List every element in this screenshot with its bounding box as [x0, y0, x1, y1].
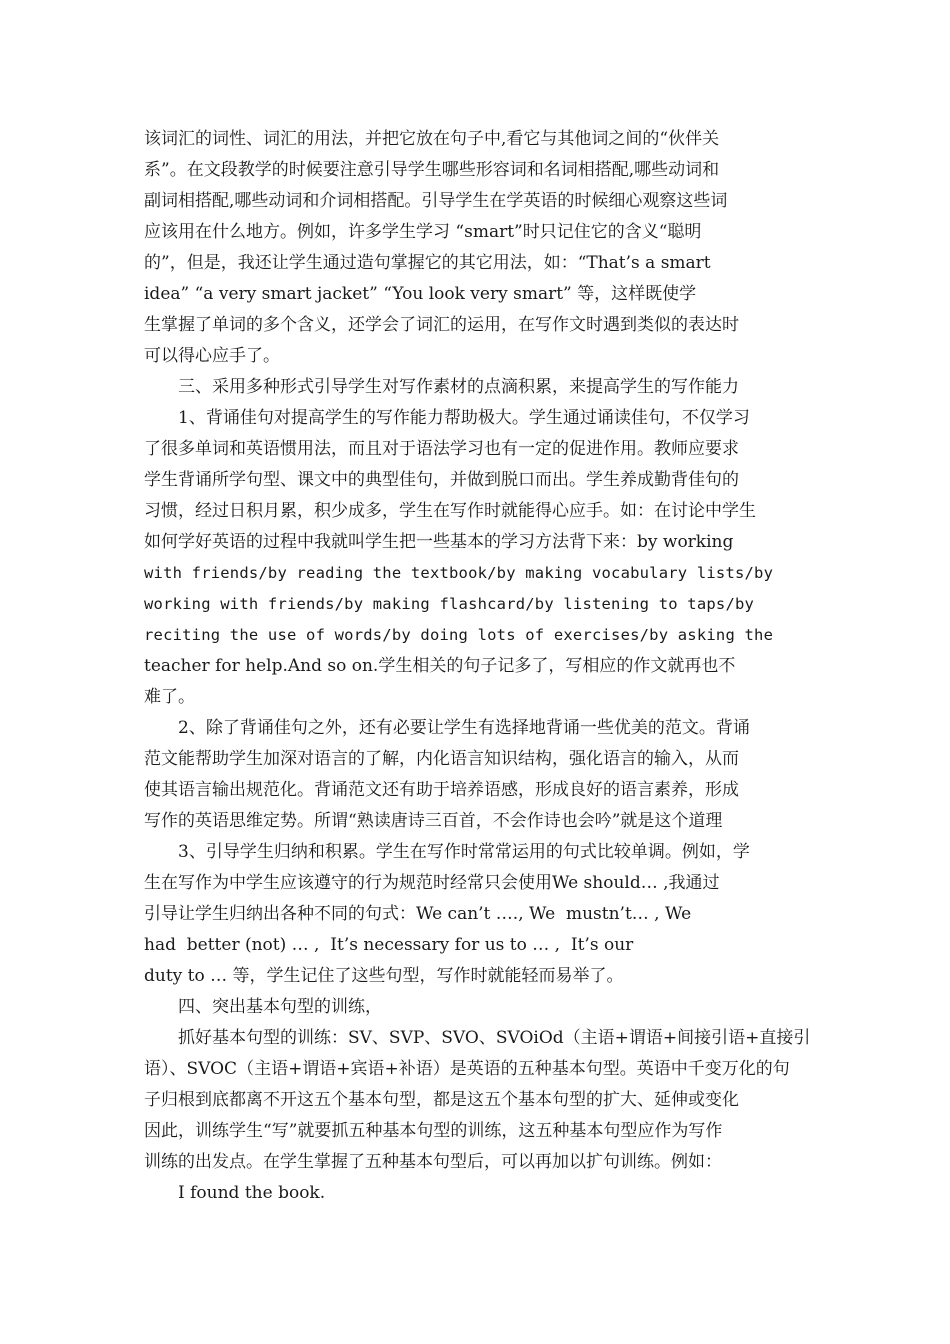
text-line: 了很多单词和英语惯用法，而且对于语法学习也有一定的促进作用。教师应要求 — [144, 439, 739, 459]
text-line: teacher for help.And so on.学生相关的句子记多了，写相应的作文就再也不 — [144, 656, 736, 676]
text-line: 抓好基本句型的训练：SV、SVP、SVO、SVOiOd（主语+谓语+间接引语+直接引 — [178, 1028, 811, 1048]
text-line: 使其语言输出规范化。背诵范文还有助于培养语感，形成良好的语言素养，形成 — [144, 780, 739, 800]
example-sentence: I found the book. — [178, 1183, 326, 1203]
text-line: duty to … 等，学生记住了这些句型，写作时就能轻而易举了。 — [144, 966, 624, 986]
text-line: 如何学好英语的过程中我就叫学生把一些基本的学习方法背下来：by working — [144, 532, 734, 552]
text-line: 学生背诵所学句型、课文中的典型佳句，并做到脱口而出。学生养成勤背佳句的 — [144, 470, 739, 490]
text-line: 训练的出发点。在学生掌握了五种基本句型后，可以再加以扩句训练。例如： — [144, 1152, 722, 1172]
text-line: 生掌握了单词的多个含义，还学会了词汇的运用，在写作文时遇到类似的表达时 — [144, 315, 739, 335]
text-line: 范文能帮助学生加深对语言的了解，内化语言知识结构，强化语言的输入，从而 — [144, 749, 739, 769]
text-line: 可以得心应手了。 — [144, 346, 280, 366]
text-line: 生在写作为中学生应该遵守的行为规范时经常只会使用We should… ,我通过 — [144, 873, 720, 893]
text-line: 子归根到底都离不开这五个基本句型，都是这五个基本句型的扩大、延伸或变化 — [144, 1090, 739, 1110]
text-line: 语）、SVOC（主语+谓语+宾语+补语）是英语的五种基本句型。英语中千变万化的句 — [144, 1059, 790, 1079]
text-line: had better (not) … , It’s necessary for us to … , It’s our — [144, 935, 634, 955]
text-line: 副词相搭配,哪些动词和介词相搭配。引导学生在学英语的时候细心观察这些词 — [144, 191, 728, 211]
text-line: 引导让学生归纳出各种不同的句式：We can’t …., We mustn’t… , We — [144, 904, 692, 924]
text-line: 该词汇的词性、词汇的用法，并把它放在句子中,看它与其他词之间的“伙伴关 — [144, 129, 720, 149]
text-line: 系”。在文段教学的时候要注意引导学生哪些形容词和名词相搭配,哪些动词和 — [144, 160, 720, 180]
text-line: 习惯，经过日积月累，积少成多，学生在写作时就能得心应手。如：在讨论中学生 — [144, 501, 756, 521]
section-heading: 三、采用多种形式引导学生对写作素材的点滴积累，来提高学生的写作能力 — [178, 377, 739, 397]
text-line: 3、引导学生归纳和积累。学生在写作时常常运用的句式比较单调。例如，学 — [178, 842, 750, 862]
text-line: with friends/by reading the textbook/by making vocabulary lists/by — [144, 564, 774, 582]
text-line: 难了。 — [144, 687, 195, 707]
text-line: 写作的英语思维定势。所谓“熟读唐诗三百首，不会作诗也会吟”就是这个道理 — [144, 811, 723, 831]
text-line: reciting the use of words/by doing lots of exercises/by asking the — [144, 626, 774, 644]
text-line: 因此，训练学生“写”就要抓五种基本句型的训练，这五种基本句型应作为写作 — [144, 1121, 723, 1141]
text-line: 应该用在什么地方。例如，许多学生学习 “smart”时只记住它的含义“聪明 — [144, 222, 702, 242]
text-line: 的”，但是，我还让学生通过造句掌握它的其它用法，如：“That’s a smart — [144, 253, 711, 273]
section-heading: 四、突出基本句型的训练， — [178, 997, 382, 1017]
body-text — [144, 124, 814, 1209]
text-line: idea” “a very smart jacket” “You look very smart” 等，这样既使学 — [144, 284, 697, 304]
text-line: working with friends/by making flashcard/by listening to taps/by — [144, 595, 755, 613]
text-line: 2、除了背诵佳句之外，还有必要让学生有选择地背诵一些优美的范文。背诵 — [178, 718, 750, 738]
text-line: 1、背诵佳句对提高学生的写作能力帮助极大。学生通过诵读佳句，不仅学习 — [178, 408, 750, 428]
